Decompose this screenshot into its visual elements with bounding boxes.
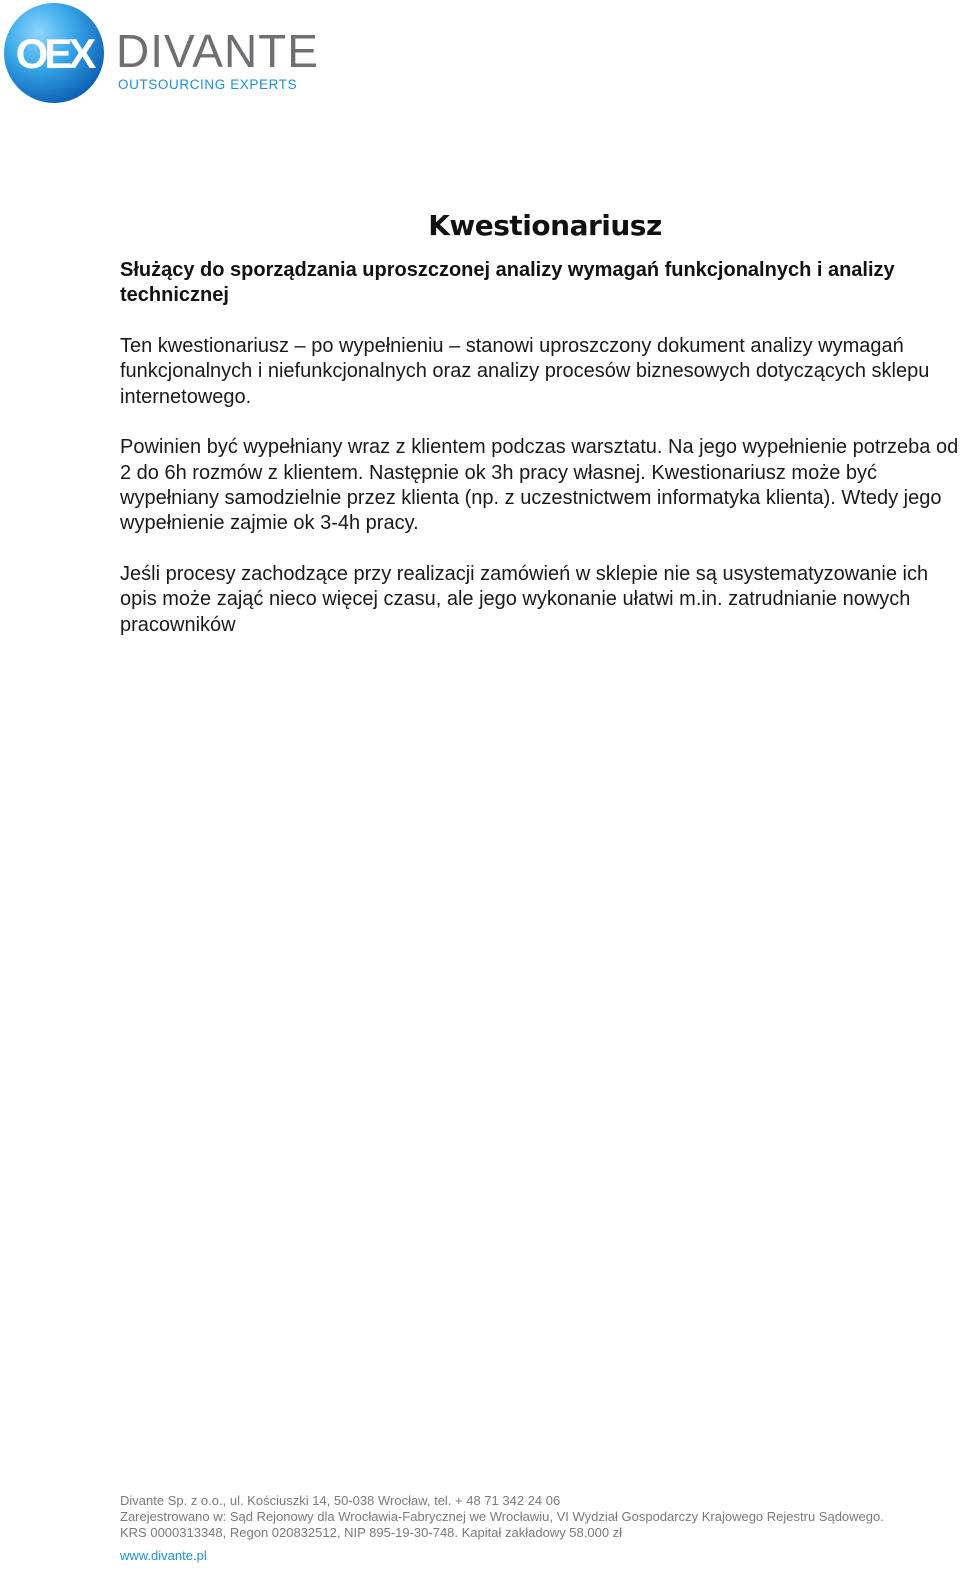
document-title: Kwestionariusz xyxy=(428,208,662,242)
process-paragraph: Jeśli procesy zachodzące przy realizacji zamówień w sklepie nie są usystematyzowanie ich opis może zająć nieco więcej czasu, ale jego wykonanie ułatwi m.in. zatrudnianie nowych pracowników xyxy=(120,562,929,636)
company-logo xyxy=(3,2,333,104)
page-footer xyxy=(120,1493,955,1564)
logo-tagline: OUTSOURCING EXPERTS xyxy=(118,77,298,92)
footer-registration: Zarejestrowano w: Sąd Rejonowy dla Wrocławia-Fabrycznej we Wrocławiu, VI Wydział Gospodarczy Krajowego Rejestru Sądowego. xyxy=(120,1509,884,1525)
document-subtitle: Służący do sporządzania uproszczonej analizy wymagań funkcjonalnych i analizy technicznej xyxy=(120,259,895,306)
oex-globe-icon xyxy=(3,2,107,104)
footer-website-link[interactable]: www.divante.pl xyxy=(120,1547,207,1563)
logo-mark-text: OEX xyxy=(15,30,93,77)
footer-address: Divante Sp. z o.o., ul. Kościuszki 14, 50-038 Wrocław, tel. + 48 71 342 24 06 xyxy=(120,1493,561,1508)
intro-paragraph: Ten kwestionariusz – po wypełnieniu – stanowi uproszczony dokument analizy wymagań funkcjonalnych i niefunkcjonalnych oraz analizy procesów biznesowych dotyczących sklepu internetowego. xyxy=(120,335,930,408)
logo-company-name: DIVANTE xyxy=(116,25,319,77)
footer-company-ids: KRS 0000313348, Regon 020832512, NIP 895-19-30-748. Kapitał zakładowy 58.000 zł xyxy=(120,1525,623,1541)
document-body xyxy=(120,258,960,663)
workshop-paragraph: Powinien być wypełniany wraz z klientem podczas warsztatu. Na jego wypełnienie potrzeba od 2 do 6h rozmów z klientem. Następnie ok 3h pracy własnej. Kwestionariusz może być wypełniany samodzielnie przez klienta (np. z uczestnictwem informatyka klienta). Wtedy jego wypełnienie zajmie ok 3-4h pracy. xyxy=(120,436,959,535)
